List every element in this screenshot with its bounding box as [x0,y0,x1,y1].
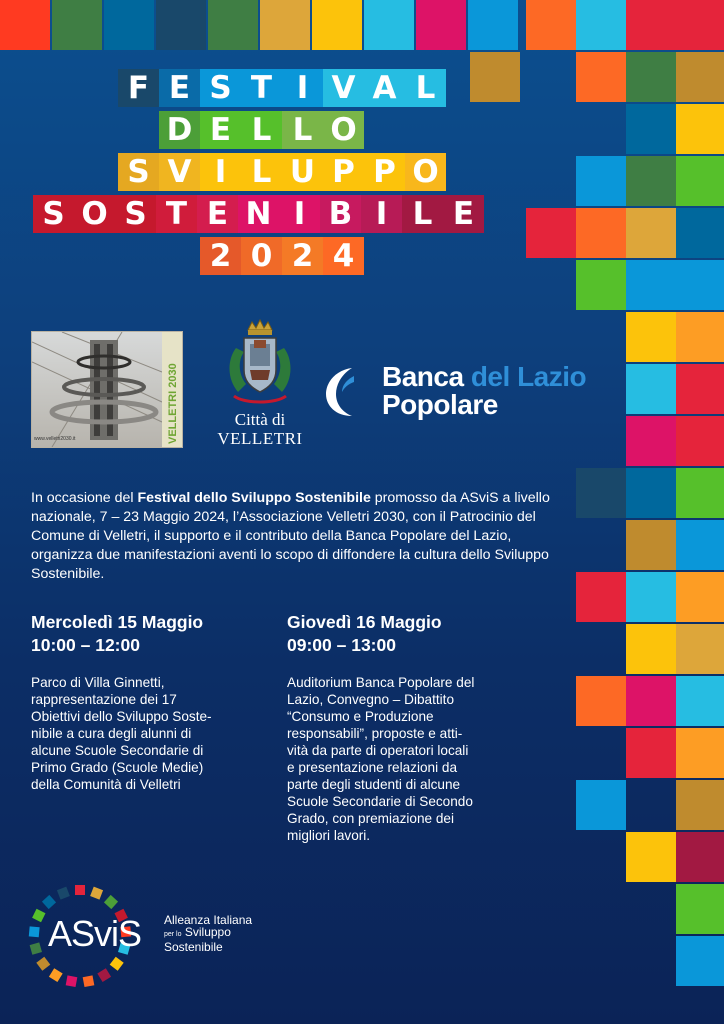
sdg-square [676,728,724,778]
sdg-square [676,936,724,986]
sdg-square [208,0,258,50]
title-letter: E [443,195,484,233]
sdg-square [676,260,724,310]
event2-day: Giovedì 16 Maggio [287,612,442,632]
asvis-tagline-sviluppo: Sviluppo [184,925,231,939]
asvis-logo [28,884,253,993]
asvis-tagline-per-lo: per lo [164,931,182,938]
event2-line: responsabili”, proposte e atti- [287,726,463,741]
event2-line: vità da parte di operatori locali [287,743,469,758]
event1-line: nibile a cura degli alunni di [31,726,192,741]
sdg-square [676,416,724,466]
title-letter: 2 [200,237,241,275]
title-letter: S [115,195,156,233]
intro-text-rest: promosso da ASviS a livello nazionale, 7 – 23 Maggio 2024, l’Associazione Velletri 2030, con il Patrocinio del Comune di Velletri, il supporto e il contributo della Banca Popolare del Lazio, organizza due manifestazioni aventi lo scopo di diffondere la cultura dello Sviluppo Sostenibile. [31,490,550,582]
sdg-ring-segment [104,895,118,909]
sdg-ring-segment [30,942,42,954]
sdg-square [470,52,520,102]
title-letter: E [159,69,200,107]
sdg-square [676,156,724,206]
sdg-square [626,468,676,518]
event2-time: 09:00 – 13:00 [287,635,396,655]
title-letter: D [159,111,200,149]
sdg-ring-segment [36,957,50,971]
sdg-square [312,0,362,50]
event2-line: Lazio, Convegno – Dibattito [287,692,455,707]
velletri2030-watermark: VELLETRI 2030 [167,363,179,444]
sdg-square [626,104,676,154]
velletri-label: VELLETRI [217,429,303,448]
sdg-square [626,676,676,726]
title-letter: U [282,153,323,191]
sdg-square [576,572,626,622]
bank-crescent-icon [322,360,368,420]
sdg-square [52,0,102,50]
sdg-square [676,832,724,882]
sdg-ring-segment [49,968,63,982]
event2-line: Scuole Secondarie di Secondo [287,794,473,809]
asvis-tagline-line3: Sostenibile [164,940,223,954]
sdg-square [364,0,414,50]
bank-name-line1 [382,362,586,392]
sdg-square [0,0,50,50]
title-letter: B [320,195,361,233]
sdg-ring-segment [110,957,124,971]
bank-word-del-lazio: del Lazio [470,361,587,392]
title-line-sostenibile [33,195,484,233]
sdg-square [626,156,676,206]
title-letter: E [200,111,241,149]
sdg-square [676,780,724,830]
event2-line: Auditorium Banca Popolare del [287,675,475,690]
event1-line: Parco di Villa Ginnetti, [31,675,165,690]
citta-di-label: Città di [234,410,286,429]
sdg-square [576,0,626,50]
asvis-tagline [164,914,252,953]
title-letter: L [241,111,282,149]
title-letter: P [364,153,405,191]
sdg-square [626,312,676,362]
sdg-ring-segment [42,895,56,909]
sdg-square [676,468,724,518]
title-letter: S [200,69,241,107]
intro-paragraph [31,489,551,584]
sdg-square [156,0,206,50]
sdg-ring-segment [83,975,95,987]
sdg-square [526,208,576,258]
sdg-square [626,416,676,466]
sdg-square [676,208,724,258]
title-letter: T [241,69,282,107]
title-letter: V [323,69,364,107]
sdg-square [626,364,676,414]
sdg-square [676,572,724,622]
intro-festival-name: Festival dello Sviluppo Sostenibile [137,490,371,506]
title-letter: O [323,111,364,149]
event2-line: migliori lavori. [287,828,371,843]
sdg-square [468,0,518,50]
title-letter: A [364,69,405,107]
citta-di-velletri-logo [210,318,310,450]
title-line-festival [118,69,446,107]
title-letter: L [282,111,323,149]
event1-line: Primo Grado (Scuole Medie) [31,760,204,775]
sdg-square [526,0,576,50]
sdg-square [626,0,676,50]
sdg-square [676,0,724,50]
sdg-square [260,0,310,50]
event2-line: Grado, con premiazione dei [287,811,454,826]
title-letter: N [238,195,279,233]
title-letter: L [402,195,443,233]
sdg-square [626,260,676,310]
event2-description [287,674,547,844]
title-letter: P [323,153,364,191]
staircase-tower-image [32,332,182,447]
sdg-square [676,52,724,102]
sdg-square [576,676,626,726]
sdg-square [676,312,724,362]
event1-time: 10:00 – 12:00 [31,635,140,655]
sdg-ring-segment [66,975,78,987]
sdg-square [676,884,724,934]
sdg-ring-segment [75,885,85,895]
title-letter: O [405,153,446,191]
sdg-square [676,676,724,726]
title-letter: T [156,195,197,233]
title-letter: E [197,195,238,233]
sdg-square [676,520,724,570]
asvis-name: ASviS [48,913,142,954]
velletri-url-text: www.velletri2030.it [34,436,76,442]
title-letter: I [282,69,323,107]
sdg-square [676,364,724,414]
sdg-square [626,208,676,258]
title-letter: L [241,153,282,191]
sdg-ring-segment [90,887,103,900]
velletri2030-photo [31,331,183,448]
sdg-square [576,260,626,310]
event2-line: “Consumo e Produzione [287,709,434,724]
sdg-square [626,520,676,570]
event1-description [31,674,271,793]
sdg-square [576,52,626,102]
sdg-square [104,0,154,50]
event1-line: Obiettivi dello Sviluppo Soste- [31,709,212,724]
asvis-tagline-line1: Alleanza Italiana [164,913,253,927]
event2-line: e presentazione relazioni da [287,760,458,775]
sdg-square [626,572,676,622]
sdg-square [676,624,724,674]
banca-popolare-del-lazio-logo [320,358,620,424]
sdg-square [626,832,676,882]
sdg-ring-segment [57,887,70,900]
title-letter: 0 [241,237,282,275]
title-letter: S [118,153,159,191]
title-line-dello [159,111,364,149]
event1-line: alcune Scuole Secondarie di [31,743,204,758]
sdg-ring-segment [29,926,40,937]
sdg-square [576,780,626,830]
event1-day: Mercoledì 15 Maggio [31,612,204,632]
sdg-square [416,0,466,50]
title-letter: I [279,195,320,233]
intro-text-start: In occasione del [31,490,138,506]
sdg-square [626,728,676,778]
sdg-ring-segment [97,968,111,982]
title-line-year [200,237,364,275]
sdg-square [676,104,724,154]
title-letter: V [159,153,200,191]
title-letter: F [118,69,159,107]
event1-line: della Comunità di Velletri [31,777,181,792]
title-letter: I [200,153,241,191]
title-letter: 4 [323,237,364,275]
sdg-square [576,156,626,206]
bank-word-banca: Banca [382,361,464,392]
title-letter: S [33,195,74,233]
title-letter: L [405,69,446,107]
event1-line: rappresentazione dei 17 [31,692,177,707]
sdg-square [626,624,676,674]
title-letter: I [361,195,402,233]
asvis-tagline-line2 [164,926,252,941]
sdg-square [626,52,676,102]
velletri-coat-of-arms-icon [210,318,310,408]
title-letter: O [74,195,115,233]
sdg-square [576,208,626,258]
bank-word-popolare: Popolare [382,389,498,420]
sdg-ring-segment [32,909,45,922]
sdg-square [576,468,626,518]
title-letter: 2 [282,237,323,275]
event2-line: parte degli studenti di alcune [287,777,461,792]
title-line-sviluppo [118,153,446,191]
